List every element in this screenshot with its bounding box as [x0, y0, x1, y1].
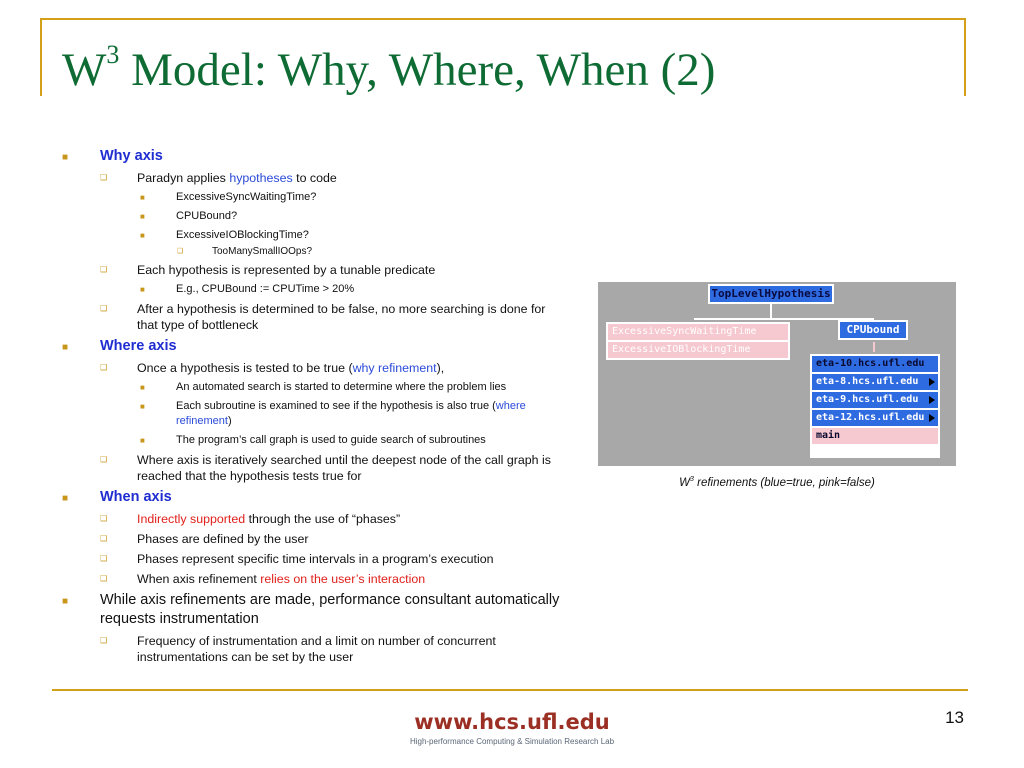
heading-where-axis: Where axis	[100, 338, 177, 354]
bullet-hollow-square-icon: ❑	[100, 554, 108, 563]
text: After a hypothesis is determined to be false, no more searching is done for that type of bottleneck	[137, 302, 546, 332]
outline-item	[60, 282, 560, 297]
term-hypotheses: hypotheses	[229, 171, 293, 185]
node-label: eta-12.hcs.ufl.edu	[816, 412, 925, 423]
frame-left-rule	[40, 18, 42, 96]
outline-item-instrumentation	[60, 591, 560, 629]
bullet-square-icon: ■	[140, 212, 145, 221]
heading-why-axis: Why axis	[100, 148, 163, 164]
triangle-right-icon	[929, 396, 935, 404]
title-superscript: 3	[106, 40, 120, 69]
bullet-hollow-square-icon: ❑	[177, 248, 184, 255]
bullet-hollow-square-icon: ❑	[100, 304, 108, 313]
term-indirectly-supported: Indirectly supported	[137, 512, 246, 526]
text: Each hypothesis is represented by a tunable predicate	[137, 263, 436, 277]
text: )	[227, 415, 232, 427]
text: The program’s call graph is used to guide search of subroutines	[176, 434, 486, 446]
bullet-hollow-square-icon: ❑	[100, 363, 108, 372]
where-refinement-list	[810, 354, 940, 458]
text: ExcessiveIOBlockingTime?	[176, 229, 309, 241]
bullet-hollow-square-icon: ❑	[100, 574, 108, 583]
node-eta-10	[812, 356, 938, 372]
outline-item	[60, 551, 560, 567]
caption-superscript: 3	[690, 476, 694, 483]
outline-item	[60, 301, 560, 333]
text: CPUBound?	[176, 210, 238, 222]
text: Paradyn applies	[137, 171, 230, 185]
frame-top-rule	[40, 18, 966, 20]
outline-item	[60, 399, 560, 429]
footer-url: www.hcs.ufl.edu	[414, 710, 610, 734]
term-where-refinement: where refinement	[176, 400, 526, 427]
bullet-square-icon: ■	[140, 436, 145, 445]
outline-item	[60, 360, 560, 376]
text: TooManySmallIOOps?	[212, 246, 313, 257]
slide-title	[62, 42, 715, 98]
frame-right-rule	[964, 18, 966, 96]
text: Each subroutine is examined to see if the hypothesis is also true (	[176, 400, 496, 412]
outline-item	[60, 228, 560, 243]
false-hypotheses-group	[606, 322, 790, 360]
bullet-hollow-square-icon: ❑	[100, 636, 108, 645]
text: Once a hypothesis is tested to be true (	[137, 361, 353, 375]
bullet-hollow-square-icon: ❑	[100, 455, 108, 464]
bullet-square-icon: ■	[140, 383, 145, 392]
term-user-interaction: relies on the user’s interaction	[260, 572, 426, 586]
bullet-square-icon: ■	[62, 493, 69, 504]
outline-item	[60, 170, 560, 186]
outline	[60, 143, 560, 665]
node-cpubound: CPUbound	[838, 320, 908, 340]
figure-caption	[598, 476, 956, 489]
outline-item	[60, 433, 560, 448]
outline-item	[60, 245, 560, 258]
node-main	[812, 428, 938, 444]
text: While axis refinements are made, performance consultant automatically requests instrumentation	[100, 592, 560, 627]
term-why-refinement: why refinement	[352, 361, 437, 375]
frame-bottom-rule	[52, 689, 968, 691]
triangle-right-icon	[929, 378, 935, 386]
text: Phases represent specific time intervals in a program’s execution	[137, 552, 494, 566]
bullet-square-icon: ■	[62, 342, 69, 353]
bullet-square-icon: ■	[140, 285, 145, 294]
node-label: main	[816, 430, 841, 441]
text: to code	[292, 171, 337, 185]
bullet-square-icon: ■	[140, 193, 145, 202]
node-excessive-io-blocking-time: ExcessiveIOBlockingTime	[608, 342, 788, 358]
node-label: eta-8.hcs.ufl.edu	[816, 376, 919, 387]
outline-item	[60, 531, 560, 547]
bullet-hollow-square-icon: ❑	[100, 265, 108, 274]
text: through the use of “phases”	[245, 512, 401, 526]
text: E.g., CPUBound := CPUTime > 20%	[176, 283, 355, 295]
outline-item	[60, 511, 560, 527]
bullet-square-icon: ■	[140, 402, 145, 411]
text: Phases are defined by the user	[137, 532, 309, 546]
node-label: eta-10.hcs.ufl.edu	[816, 358, 925, 369]
node-eta-8	[812, 374, 938, 390]
caption-text: refinements (blue=true, pink=false)	[693, 476, 875, 489]
title-main: W	[62, 44, 107, 96]
text: ExcessiveSyncWaitingTime?	[176, 191, 317, 203]
node-top-level-hypothesis: TopLevelHypothesis	[708, 284, 834, 304]
title-rest: Model: Why, Where, When (2)	[119, 44, 716, 96]
outline-item	[60, 452, 560, 484]
outline-item	[60, 571, 560, 587]
node-eta-9	[812, 392, 938, 408]
bullet-square-icon: ■	[140, 231, 145, 240]
heading-when-axis: When axis	[100, 489, 172, 505]
node-label: eta-9.hcs.ufl.edu	[816, 394, 919, 405]
text: ),	[436, 361, 445, 375]
outline-item-when-axis	[60, 488, 560, 507]
outline-item-why-axis	[60, 147, 560, 166]
outline-item	[60, 209, 560, 224]
connector-line	[873, 342, 875, 352]
bullet-square-icon: ■	[62, 152, 69, 163]
text: Where axis is iteratively searched until the deepest node of the call graph is reached that the hypothesis tests true for	[137, 453, 551, 483]
text: Frequency of instrumentation and a limit on number of concurrent instrumentations can be set by the user	[137, 634, 496, 664]
bullet-square-icon: ■	[62, 596, 69, 607]
bullet-hollow-square-icon: ❑	[100, 534, 108, 543]
text: When axis refinement	[137, 572, 261, 586]
node-eta-12	[812, 410, 938, 426]
node-excessive-sync-waiting-time: ExcessiveSyncWaitingTime	[608, 324, 788, 340]
outline-item	[60, 380, 560, 395]
outline-item	[60, 262, 560, 278]
text: An automated search is started to determine where the problem lies	[176, 381, 507, 393]
outline-item	[60, 190, 560, 205]
triangle-right-icon	[929, 414, 935, 422]
bullet-hollow-square-icon: ❑	[100, 514, 108, 523]
footer-subtitle: High-performance Computing & Simulation Research Lab	[409, 737, 615, 746]
page-number: 13	[945, 708, 964, 727]
outline-item-where-axis	[60, 337, 560, 356]
outline-item	[60, 633, 560, 665]
bullet-hollow-square-icon: ❑	[100, 173, 108, 182]
refinement-figure	[598, 282, 956, 466]
caption-text: W	[679, 476, 691, 489]
